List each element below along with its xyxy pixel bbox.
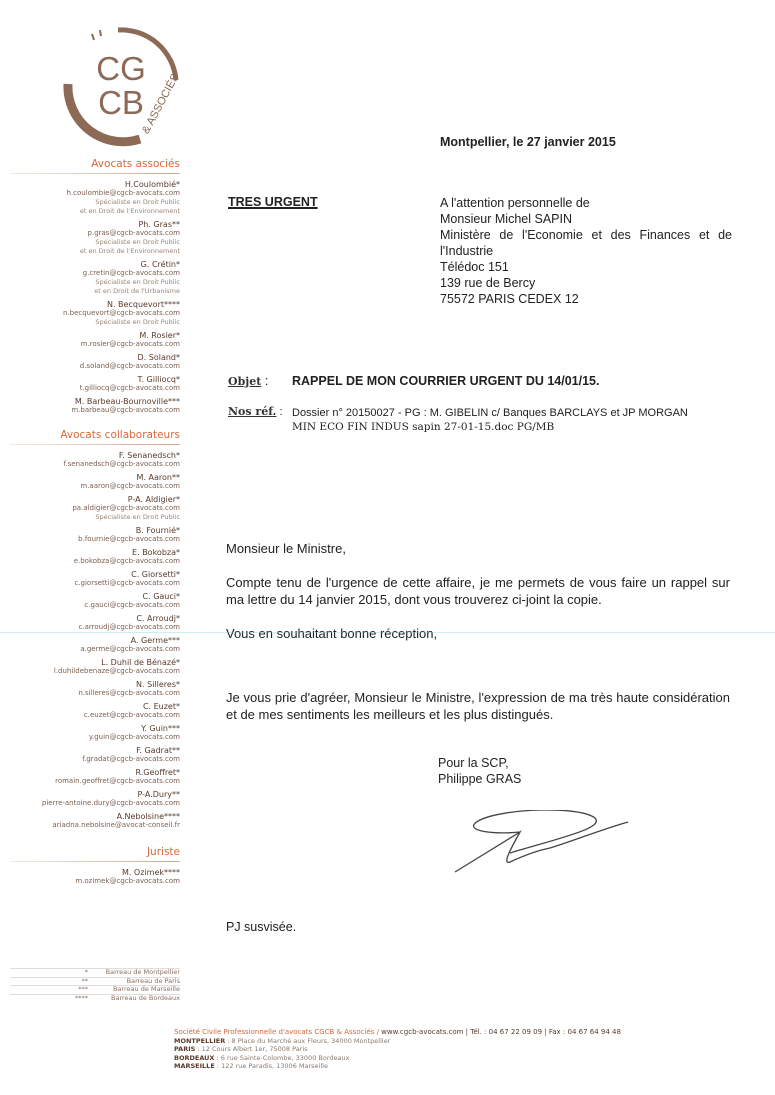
member-name: R.Geoffret* (135, 768, 180, 777)
office-city: MONTPELLIER (174, 1036, 226, 1045)
member-name: Y. Guin*** (141, 724, 180, 733)
footer-office-line (174, 1062, 621, 1071)
recipient-line: A l'attention personnelle de (440, 196, 590, 210)
member-name: P-A. Aldigier* (127, 495, 180, 504)
member-email: b.fournie@cgcb-avocats.com (78, 535, 180, 543)
team-member (0, 658, 180, 676)
barreau-row (10, 968, 180, 977)
barreaux-legend (10, 968, 180, 1002)
member-email: m.rosier@cgcb-avocats.com (80, 340, 180, 348)
ref-line-dossier: Dossier n° 20150027 - PG : M. GIBELIN c/ Banques BARCLAYS et JP MORGAN (292, 407, 688, 419)
ref-label-text: Nos réf. (228, 405, 277, 418)
objet-text: RAPPEL DE MON COURRIER URGENT DU 14/01/15. (292, 374, 600, 388)
team-member (0, 680, 180, 698)
team-member (0, 592, 180, 610)
member-specialty: Spécialiste en Droit Public (95, 318, 180, 326)
team-member (0, 397, 180, 415)
section-divider (10, 861, 180, 862)
member-email: d.soland@cgcb-avocats.com (79, 362, 180, 370)
logo-letters-top: CG (96, 50, 146, 87)
office-address: : 122 rue Paradis, 13006 Marseille (214, 1062, 328, 1070)
paragraph-1: Compte tenu de l'urgence de cette affaire, je me permets de vous faire un rappel sur ma lettre du 14 janvier 2015, dont vous trouverez ci-joint la copie. (226, 575, 730, 607)
recipient-line: Télédoc 151 (440, 260, 509, 274)
team-member (0, 548, 180, 566)
member-name: E. Bokobza* (132, 548, 180, 557)
section-title-collaborateurs: Avocats collaborateurs (60, 429, 180, 441)
member-specialty: Spécialiste en Droit Public (95, 238, 180, 246)
member-name: C. Euzet* (142, 702, 180, 711)
member-email: m.aaron@cgcb-avocats.com (80, 482, 180, 490)
team-member (0, 473, 180, 491)
team-member (0, 702, 180, 720)
signoff-signer: Philippe GRAS (438, 772, 522, 786)
paragraph-2: Vous en souhaitant bonne réception, (226, 626, 438, 641)
barreau-label: Barreau de Paris (126, 976, 180, 985)
member-name: A. Germe*** (130, 636, 180, 645)
barreau-stars: **** (75, 993, 88, 1002)
team-member (0, 868, 180, 886)
member-specialty: Spécialiste en Droit Public (95, 278, 180, 286)
member-name: C. Arroudj* (136, 614, 180, 623)
team-member (0, 260, 180, 296)
member-email: e.bokobza@cgcb-avocats.com (73, 557, 180, 565)
team-member (0, 570, 180, 588)
office-city: PARIS (174, 1045, 196, 1053)
office-city: BORDEAUX (174, 1053, 215, 1062)
member-specialty: Spécialiste en Droit Public (95, 198, 180, 206)
member-email: pierre-antoine.dury@cgcb-avocats.com (41, 799, 180, 807)
member-name: B. Fournié* (135, 526, 180, 535)
section-title-associes: Avocats associés (91, 158, 180, 170)
recipient-line: 139 rue de Bercy (440, 276, 536, 290)
member-email: c.arroudj@cgcb-avocats.com (78, 623, 180, 631)
member-email: ariadna.nebolsine@avocat-conseil.fr (52, 821, 180, 829)
member-name: N. Silleres* (136, 680, 180, 689)
team-member (0, 331, 180, 349)
objet-label-text: Objet (228, 375, 262, 388)
footer-office-line (174, 1054, 621, 1063)
team-member (0, 790, 180, 808)
recipient-line: Ministère de l'Economie et des Finances et de l'Industrie (440, 228, 732, 258)
member-email: c.giorsetti@cgcb-avocats.com (74, 579, 180, 587)
member-email: l.duhildebenaze@cgcb-avocats.com (53, 667, 180, 675)
member-name: D. Soland* (137, 353, 180, 362)
closing-paragraph: Je vous prie d'agréer, Monsieur le Ministre, l'expression de ma très haute considération et de mes sentiments les meilleurs et les plus distingués. (226, 690, 730, 722)
office-city: MARSEILLE (174, 1062, 215, 1070)
recipient-address (440, 195, 732, 307)
team-member (0, 812, 180, 830)
member-name: C. Gauci* (142, 592, 180, 601)
urgent-label: TRES URGENT (228, 195, 318, 209)
barreau-label: Barreau de Marseille (113, 985, 180, 993)
member-email: g.cretin@cgcb-avocats.com (82, 269, 180, 277)
footer-contact: www.cgcb-avocats.com | Tél. : 04 67 22 09 09 | Fax : 04 67 64 94 48 (381, 1028, 621, 1036)
member-email: f.senanedsch@cgcb-avocats.com (63, 460, 180, 468)
member-name: G. Crétin* (140, 260, 180, 269)
member-specialty: et en Droit de l'Urbanisme (94, 287, 180, 295)
member-name: M. Rosier* (139, 331, 180, 340)
letter-date: Montpellier, le 27 janvier 2015 (440, 135, 616, 149)
juriste-list (0, 868, 180, 886)
member-email: p.gras@cgcb-avocats.com (87, 229, 180, 237)
member-name: C. Giorsetti* (131, 570, 180, 579)
team-member (0, 724, 180, 742)
member-specialty: Spécialiste en Droit Public (95, 513, 180, 521)
section-title-juriste: Juriste (146, 846, 180, 858)
member-name: L. Duhil de Bénazé* (101, 658, 180, 667)
pj-note: PJ susvisée. (226, 920, 297, 934)
team-member (0, 526, 180, 544)
member-email: c.euzet@cgcb-avocats.com (83, 711, 180, 719)
objet-label (228, 374, 268, 388)
footer-office-line (174, 1045, 621, 1054)
associes-list (0, 180, 180, 415)
letterhead-footer (174, 1028, 621, 1071)
salutation: Monsieur le Ministre, (226, 541, 346, 556)
office-address: : 6 rue Sainte-Colombe, 33000 Bordeaux (214, 1053, 350, 1062)
member-name: M. Aaron** (136, 473, 180, 482)
barreau-row (10, 994, 180, 1003)
barreau-stars: * (84, 968, 88, 976)
section-divider (10, 173, 180, 174)
member-email: m.barbeau@cgcb-avocats.com (71, 406, 180, 414)
recipient-line: Monsieur Michel SAPIN (440, 212, 572, 226)
barreau-stars: ** (81, 976, 88, 985)
member-email: h.coulombie@cgcb-avocats.com (66, 189, 180, 197)
ref-separator: : (276, 406, 283, 418)
barreau-row (10, 985, 180, 994)
member-name: H.Coulombié* (124, 180, 180, 189)
barreau-label: Barreau de Bordeaux (111, 993, 180, 1002)
member-name: T. Gilliocq* (137, 375, 180, 384)
logo-ring-text-right: & ASSOCIÉS (139, 71, 182, 136)
barreau-stars: *** (78, 985, 88, 993)
member-name: M. Barbeau-Bournoville*** (74, 397, 180, 406)
member-email: y.guin@cgcb-avocats.com (88, 733, 180, 741)
scan-artifact-line (0, 632, 775, 633)
section-divider (10, 444, 180, 445)
member-specialty: et en Droit de l'Environnement (79, 207, 180, 215)
ref-label (228, 405, 283, 418)
member-email: romain.geoffret@cgcb-avocats.com (55, 777, 180, 785)
logo-ring-text-left: AVOCATS (88, 117, 116, 136)
team-member (0, 300, 180, 327)
footer-offices (174, 1037, 621, 1071)
team-member (0, 636, 180, 654)
team-member (0, 614, 180, 632)
member-name: Ph. Gras** (138, 220, 180, 229)
member-name: M. Ozimek**** (121, 868, 180, 877)
objet-separator: : (261, 374, 269, 388)
member-name: A.Nebolsine**** (116, 812, 180, 821)
member-email: t.gilliocq@cgcb-avocats.com (79, 384, 180, 392)
team-member (0, 353, 180, 371)
member-specialty: et en Droit de l'Environnement (79, 247, 180, 255)
team-member (0, 495, 180, 522)
team-member (0, 375, 180, 393)
barreau-row (10, 977, 180, 986)
signoff (438, 755, 521, 787)
recipient-line: 75572 PARIS CEDEX 12 (440, 292, 579, 306)
footer-firm: Société Civile Professionnelle d'avocats CGCB & Associés / (174, 1028, 382, 1036)
handwritten-signature (450, 810, 630, 890)
team-member (0, 180, 180, 216)
ref-line-file: MIN ECO FIN INDUS sapin 27-01-15.doc PG/MB (292, 421, 555, 433)
team-member (0, 451, 180, 469)
footer-office-line (174, 1037, 621, 1046)
team-member (0, 746, 180, 764)
team-member (0, 768, 180, 786)
member-email: f.gradat@cgcb-avocats.com (82, 755, 180, 763)
office-address: : 12 Cours Albert 1er, 75008 Paris (195, 1045, 308, 1053)
logo-letters-bottom: CB (98, 84, 144, 121)
member-email: n.silleres@cgcb-avocats.com (78, 689, 180, 697)
sidebar-team-list (0, 158, 180, 890)
team-member (0, 220, 180, 256)
footer-firm-line (174, 1028, 621, 1037)
collaborateurs-list (0, 451, 180, 830)
office-address: : 8 Place du Marché aux Fleurs, 34000 Montpellier (225, 1036, 391, 1045)
signoff-line-1: Pour la SCP, (438, 756, 509, 770)
member-email: c.gauci@cgcb-avocats.com (84, 601, 180, 609)
member-name: N. Becquevort**** (106, 300, 180, 309)
member-email: n.becquevort@cgcb-avocats.com (62, 309, 180, 317)
ref-text (292, 406, 752, 434)
member-name: P-A.Dury** (137, 790, 180, 799)
member-email: a.germe@cgcb-avocats.com (80, 645, 180, 653)
member-email: m.ozimek@cgcb-avocats.com (75, 877, 180, 885)
member-name: F. Senanedsch* (118, 451, 180, 460)
member-email: pa.aldigier@cgcb-avocats.com (72, 504, 180, 512)
barreau-label: Barreau de Montpellier (105, 968, 180, 976)
member-name: F. Gadrat** (136, 746, 180, 755)
cgcb-logo (58, 22, 188, 152)
